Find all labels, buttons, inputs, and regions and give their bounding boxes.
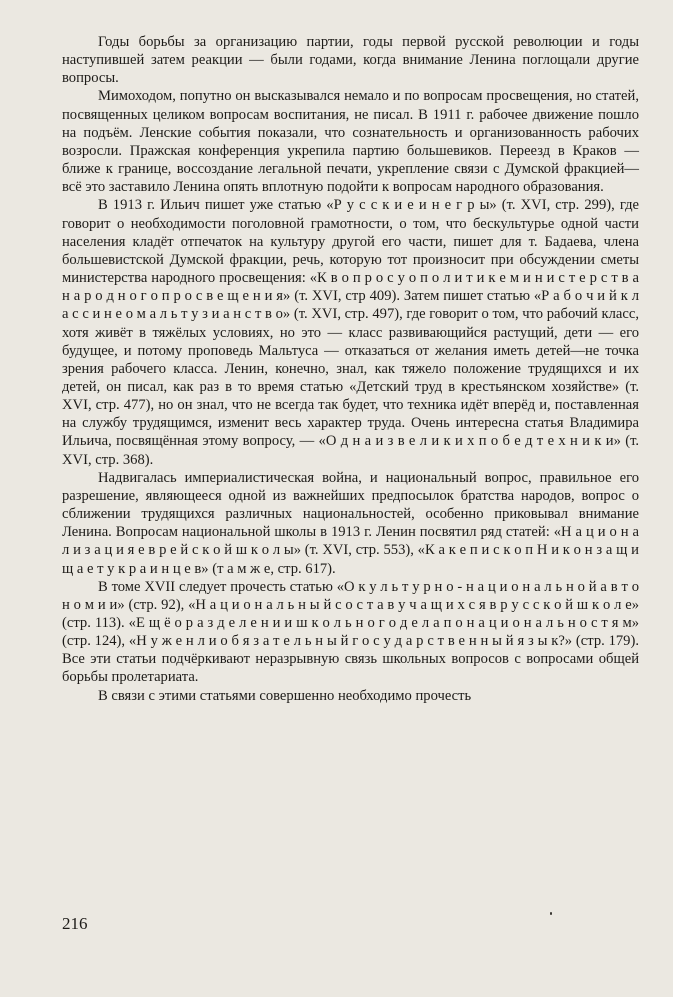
- print-speck: [550, 912, 552, 915]
- body-text: [62, 33, 639, 705]
- paragraph-6: В связи с этими статьями совершенно необходимо прочесть: [98, 687, 472, 704]
- paragraph-3: В 1913 г. Ильич пишет уже статью «Р у с с к и е и н е г р ы» (т. XVI, стр. 299), где говорит о необходимости поголовной грамотности, о том, что бескультурье одной части населения кладёт отпечаток на культуру другой его части, пишет для т. Бадаева, члена большевистской Думской фракции, речь, которую тот произносит при обсуждении сметы министерства народного просвещения: «К в о п р о с у о п о л и т и к е м и н и с т е р с т в а н а р о д н о г о п р о с в е щ е н и я» (т. XVI, стр 409). Затем пишет статью «Р а б о ч и й к л а с с и н е о м а л ь т у з и а н с т в о» (т. XVI, стр. 497), где говорит о том, что рабочий класс, хотя живёт в тяжёлых условиях, но это — класс развивающийся растущий, дети — его будущее, и потому проповедь Мальтуса — отказаться от желания иметь детей—не точка зрения рабочего класса. Ленин, конечно, знал, как тяжело положение трудящихся и их детей, он писал, как раз в то время статью «Детский труд в крестьянском хозяйстве» (т. XVI, стр. 477), но он знал, что не всегда так будет, что техника идёт вперёд и, поставленная на службу трудящимся, изменит весь характер труда. Очень интересна статья Владимира Ильича, посвящённая этому вопросу, — «О д н а и з в е л и к и х п о б е д т е х н и к и» (т. XVI, стр. 368).: [62, 197, 639, 468]
- paragraph-5: В томе XVII следует прочесть статью «О к у л ь т у р н о - н а ц и о н а л ь н о й а в т о н о м и и» (стр. 92), «Н а ц и о н а л ь н ы й с о с т а в у ч а щ и х с я в р у с с к о й ш к о л е» (стр. 113). «Е щ ё о р а з д е л е н и и ш к о л ь н о г о д е л а п о н а ц и о н а л ь н о с т я м» (стр. 124), «Н у ж е н л и о б я з а т е л ь н ы й г о с у д а р с т в е н н ы й я з ы к?» (стр. 179). Все эти статьи подчёркивают неразрывную связь школьных вопросов с вопросами общей борьбы пролетариата.: [62, 578, 639, 686]
- paragraph-1: Годы борьбы за организацию партии, годы первой русской революции и годы наступившей затем реакции — были годами, когда внимание Ленина поглощали другие вопросы.: [62, 34, 639, 87]
- page-number: 216: [62, 914, 88, 933]
- paragraph-4: Надвигалась империалистическая война, и национальный вопрос, правильное его разрешение, являющееся одной из важнейших предпосылок братства народов, вопрос о сближении трудящихся различных национальностей, особенно приковывал внимание Ленина. Вопросам национальной школы в 1913 г. Ленин посвятил ряд статей: «Н а ц и о н а л и з а ц и я е в р е й с к о й ш к о л ы» (т. XVI, стр. 553), «К а к е п и с к о п Н и к о н з а щ и щ а е т у к р а и н ц е в» (т а м ж е, стр. 617).: [62, 469, 639, 577]
- paragraph-2: Мимоходом, попутно он высказывался немало и по вопросам просвещения, но статей, посвященных целиком вопросам воспитания, не писал. В 1911 г. рабочее движение пошло на подъём. Ленские события показали, что сознательность и организованность рабочих возросли. Пражская конференция укрепила партию большевиков. Переезд в Краков — ближе к границе, воссоздание легальной печати, укрепление связи с Думской фракцией—всё это заставило Ленина опять вплотную подойти к вопросам народного образования.: [62, 88, 639, 196]
